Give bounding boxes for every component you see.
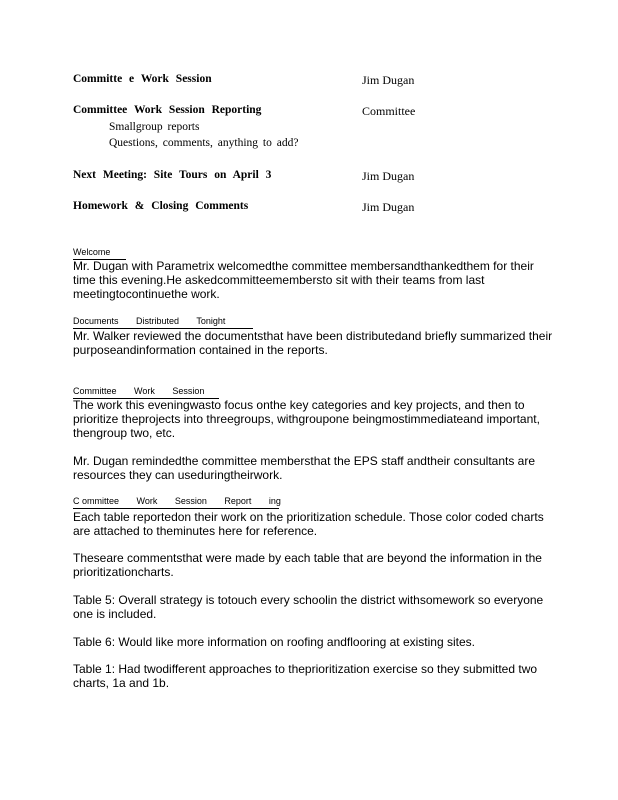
- reporting-sub-item: [91, 137, 298, 152]
- paragraph: Table 5: Overall strategy is totouch every schoolin the district withsomework so everyone one is included.: [73, 593, 544, 621]
- agenda-presenter: Jim Dugan: [362, 169, 415, 183]
- agenda-item-work-session-reporting: [73, 104, 573, 120]
- agenda-title: Next Meeting: Site Tours on April 3: [73, 169, 272, 181]
- sub-item-text: Questions, comments, anything to add?: [109, 137, 299, 149]
- paragraph: Mr. Dugan with Parametrix welcomedthe committee membersandthankedthem for their time this evening.He askedcommitteemembersto sit with their teams from last meetingtocontinuethe work.: [73, 259, 534, 301]
- paragraph: Each table reportedon their work on the prioritization schedule. Those color coded charts are attached to theminutes here for reference.: [73, 510, 544, 538]
- agenda-title: Homework & Closing Comments: [73, 200, 249, 212]
- section-heading-work-session-reporting: C ommittee Work Session Report ing: [73, 496, 279, 509]
- paragraph: Theseare commentsthat were made by each table that are beyond the information in the prioritizationcharts.: [73, 551, 542, 579]
- paragraph: Table 1: Had twodifferent approaches to theprioritization exercise so they submitted two charts, 1a and 1b.: [73, 662, 538, 690]
- reporting-sub-item: [91, 121, 199, 136]
- agenda-presenter: Jim Dugan: [362, 73, 415, 87]
- agenda-presenter: Jim Dugan: [362, 200, 415, 214]
- agenda-title: Committe e Work Session: [73, 73, 212, 85]
- paragraph: Mr. Walker reviewed the documentsthat have been distributedand briefly summarized their purposeandinformation contained in the reports.: [73, 329, 553, 357]
- agenda-item-next-meeting: [73, 169, 573, 185]
- section-heading-documents: Documents Distributed Tonight: [73, 316, 253, 329]
- section-heading-welcome: Welcome: [73, 247, 126, 260]
- paragraph: The work this eveningwasto focus onthe key categories and key projects, and then to prioritize theprojects into threegroups, withgroupone beingmostimmediateand important, thengroup two, etc.: [73, 398, 540, 440]
- agenda-item-homework: [73, 200, 573, 216]
- sub-item-text: Smallgroup reports: [109, 121, 200, 133]
- paragraph: Table 6: Would like more information on roofing andflooring at existing sites.: [73, 635, 475, 649]
- paragraph: Mr. Dugan remindedthe committee membersthat the EPS staff andtheir consultants are resources they can useduringtheirwork.: [73, 454, 536, 482]
- agenda-item-work-session: [73, 73, 573, 89]
- section-heading-work-session: Committee Work Session: [73, 386, 219, 399]
- agenda-presenter: Committee: [362, 104, 416, 118]
- agenda-title: Committee Work Session Reporting: [73, 104, 262, 116]
